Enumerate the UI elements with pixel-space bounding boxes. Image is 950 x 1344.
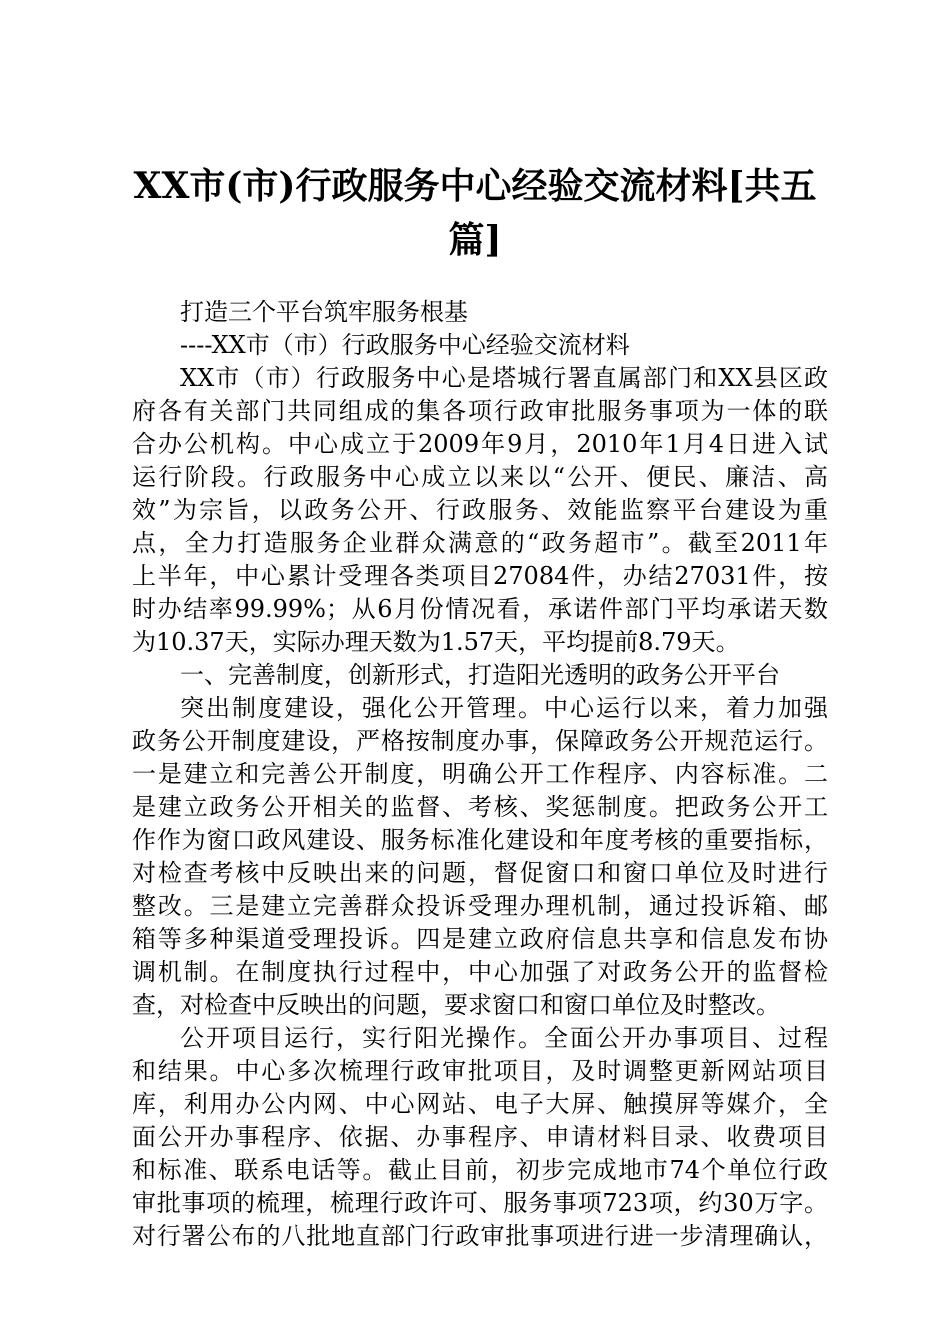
subtitle: 打造三个平台筑牢服务根基 — [180, 298, 468, 326]
paragraph-1-line-2: 府各有关部门共同组成的集各项行政审批服务事项为一体的联 — [132, 397, 828, 425]
subtitle-source: ----XX市（市）行政服务中心经验交流材料 — [180, 331, 630, 359]
paragraph-2-line-6: 对检查考核中反映出来的问题，督促窗口和窗口单位及时进行 — [132, 859, 828, 887]
paragraph-1-line-1: XX市（市）行政服务中心是塔城行署直属部门和XX县区政 — [180, 364, 828, 392]
paragraph-1-line-5: 效”为宗旨，以政务公开、行政服务、效能监察平台建设为重 — [132, 496, 828, 524]
paragraph-2-line-3: 一是建立和完善公开制度，明确公开工作程序、内容标准。二 — [132, 760, 828, 788]
paragraph-2-line-5: 作作为窗口政风建设、服务标准化建设和年度考核的重要指标， — [132, 826, 828, 854]
paragraph-2-line-10: 查，对检查中反映出的问题，要求窗口和窗口单位及时整改。 — [132, 991, 780, 1019]
document-title-line-2: 篇] — [448, 219, 502, 261]
paragraph-3-line-1: 公开项目运行，实行阳光操作。全面公开办事项目、过程 — [180, 1024, 828, 1052]
paragraph-2-line-1: 突出制度建设，强化公开管理。中心运行以来，着力加强 — [180, 694, 828, 722]
paragraph-2-line-9: 调机制。在制度执行过程中，中心加强了对政务公开的监督检 — [132, 958, 828, 986]
paragraph-1-line-9: 为10.37天，实际办理天数为1.57天，平均提前8.79天。 — [132, 628, 740, 656]
section-heading-1: 一、完善制度，创新形式，打造阳光透明的政务公开平台 — [180, 661, 780, 689]
paragraph-3-line-5: 和标准、联系电话等。截止目前，初步完成地市74个单位行政 — [132, 1156, 828, 1184]
paragraph-3-line-4: 面公开办事程序、依据、办事程序、申请材料目录、收费项目 — [132, 1123, 828, 1151]
paragraph-2-line-7: 整改。三是建立完善群众投诉受理办理机制，通过投诉箱、邮 — [132, 892, 828, 920]
paragraph-3-line-3: 库，利用办公内网、中心网站、电子大屏、触摸屏等媒介，全 — [132, 1090, 828, 1118]
paragraph-2-line-2: 政务公开制度建设，严格按制度办事，保障政务公开规范运行。 — [132, 727, 828, 755]
paragraph-1-line-7: 上半年，中心累计受理各类项目27084件，办结27031件，按 — [132, 562, 828, 590]
paragraph-3-line-6: 审批事项的梳理，梳理行政许可、服务事项723项，约30万字。 — [132, 1189, 828, 1217]
paragraph-1-line-3: 合办公机构。中心成立于2009年9月，2010年1月4日进入试 — [132, 430, 828, 458]
paragraph-1-line-8: 时办结率99.99%；从6月份情况看，承诺件部门平均承诺天数 — [132, 595, 828, 623]
paragraph-3-line-7: 对行署公布的八批地直部门行政审批事项进行进一步清理确认， — [132, 1222, 828, 1250]
paragraph-2-line-4: 是建立政务公开相关的监督、考核、奖惩制度。把政务公开工 — [132, 793, 828, 821]
paragraph-2-line-8: 箱等多种渠道受理投诉。四是建立政府信息共享和信息发布协 — [132, 925, 828, 953]
paragraph-1-line-6: 点，全力打造服务企业群众满意的“政务超市”。截至2011年 — [132, 529, 828, 557]
paragraph-3-line-2: 和结果。中心多次梳理行政审批项目，及时调整更新网站项目 — [132, 1057, 828, 1085]
document-title-line-1: XX市(市)行政服务中心经验交流材料[共五 — [133, 165, 817, 207]
paragraph-1-line-4: 运行阶段。行政服务中心成立以来以“公开、便民、廉洁、高 — [132, 463, 828, 491]
